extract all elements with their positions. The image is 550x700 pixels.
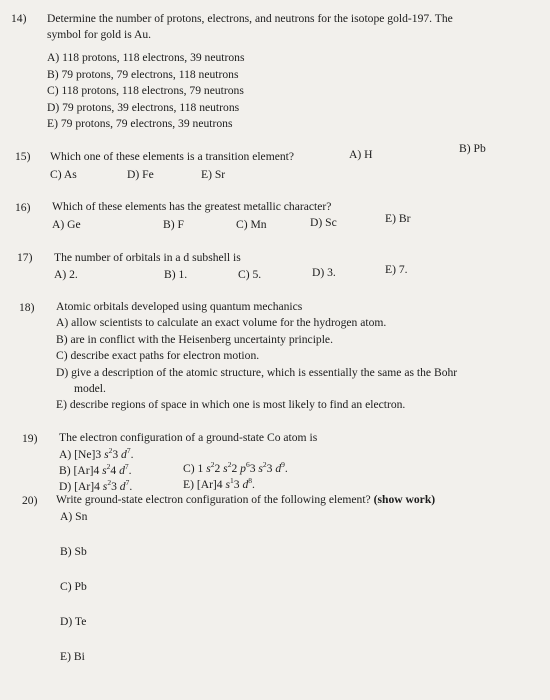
- question-14-option-e[interactable]: E) 79 protons, 79 electrons, 39 neutrons: [47, 117, 233, 130]
- question-17-stem: The number of orbitals in a d subshell is: [54, 251, 241, 264]
- question-number-15: 15): [15, 150, 31, 163]
- question-20-option-e[interactable]: E) Bi: [60, 650, 85, 663]
- question-14-option-b[interactable]: B) 79 protons, 79 electrons, 118 neutrons: [47, 68, 239, 81]
- question-number-16: 16): [15, 201, 31, 214]
- question-15-option-d[interactable]: D) Fe: [127, 168, 154, 181]
- question-18-option-c[interactable]: C) describe exact paths for electron motion.: [56, 349, 260, 362]
- question-16-option-d[interactable]: D) Sc: [310, 216, 337, 229]
- question-18-option-e[interactable]: E) describe regions of space in which one is most likely to find an electron.: [56, 398, 406, 411]
- question-20-stem: Write ground-state electron configuration of the following element? (show work): [56, 493, 436, 506]
- question-17-option-c[interactable]: C) 5.: [238, 268, 262, 281]
- question-number-18: 18): [19, 301, 35, 314]
- question-number-19: 19): [22, 432, 38, 445]
- question-20-option-d[interactable]: D) Te: [60, 615, 87, 628]
- question-15-stem: Which one of these elements is a transition element?: [50, 150, 295, 163]
- question-18-option-b[interactable]: B) are in conflict with the Heisenberg uncertainty principle.: [56, 333, 333, 346]
- question-18-stem: Atomic orbitals developed using quantum mechanics: [56, 300, 303, 313]
- question-19-option-a[interactable]: A) [Ne]3 $s^23$ $d^7$.: [59, 446, 134, 461]
- question-18-option-d-line2: model.: [74, 382, 106, 395]
- question-15-option-c[interactable]: C) As: [50, 168, 77, 181]
- question-16-option-c[interactable]: C) Mn: [236, 218, 267, 231]
- question-20-option-a[interactable]: A) Sn: [60, 510, 88, 523]
- question-17-option-a[interactable]: A) 2.: [54, 268, 78, 281]
- question-14-option-c[interactable]: C) 118 protons, 118 electrons, 79 neutrons: [47, 84, 244, 97]
- question-17-option-e[interactable]: E) 7.: [385, 263, 408, 276]
- question-19-option-e[interactable]: E) [Ar]4 $s^13$ $d^8$.: [183, 476, 255, 491]
- question-number-20: 20): [22, 494, 38, 507]
- question-15-option-e[interactable]: E) Sr: [201, 168, 226, 181]
- question-16-option-e[interactable]: E) Br: [385, 212, 411, 225]
- show-work-instruction: (show work): [373, 493, 436, 506]
- question-17-option-d[interactable]: D) 3.: [312, 266, 336, 279]
- question-14-stem-line1: Determine the number of protons, electrons, and neutrons for the isotope gold-197. The: [47, 12, 453, 25]
- question-number-17: 17): [17, 251, 33, 264]
- question-16-option-a[interactable]: A) Ge: [52, 218, 81, 231]
- question-19-option-c[interactable]: C) 1 $s^22$ $s^22$ $p^63$ $s^23$ $d^9$.: [183, 460, 288, 475]
- question-19-stem: The electron configuration of a ground-state Co atom is: [59, 431, 318, 444]
- question-18-option-d-line1[interactable]: D) give a description of the atomic structure, which is essentially the same as the Bohr: [56, 366, 458, 379]
- question-19-option-d[interactable]: D) [Ar]4 $s^23$ $d^7$.: [59, 478, 133, 493]
- question-19-option-b[interactable]: B) [Ar]4 $s^24$ $d^7$.: [59, 462, 132, 477]
- question-17-option-b[interactable]: B) 1.: [164, 268, 188, 281]
- question-20-option-c[interactable]: C) Pb: [60, 580, 87, 593]
- question-number-14: 14): [11, 12, 27, 25]
- question-16-stem: Which of these elements has the greatest metallic character?: [52, 200, 332, 213]
- question-16-option-b[interactable]: B) F: [163, 218, 184, 231]
- question-14-stem-line2: symbol for gold is Au.: [47, 28, 152, 41]
- question-14-option-a[interactable]: A) 118 protons, 118 electrons, 39 neutrons: [47, 51, 245, 64]
- question-14-option-d[interactable]: D) 79 protons, 39 electrons, 118 neutrons: [47, 101, 240, 114]
- question-18-option-a[interactable]: A) allow scientists to calculate an exact volume for the hydrogen atom.: [56, 316, 387, 329]
- question-20-option-b[interactable]: B) Sb: [60, 545, 87, 558]
- question-15-option-a[interactable]: A) H: [349, 148, 373, 161]
- question-15-option-b[interactable]: B) Pb: [459, 142, 486, 155]
